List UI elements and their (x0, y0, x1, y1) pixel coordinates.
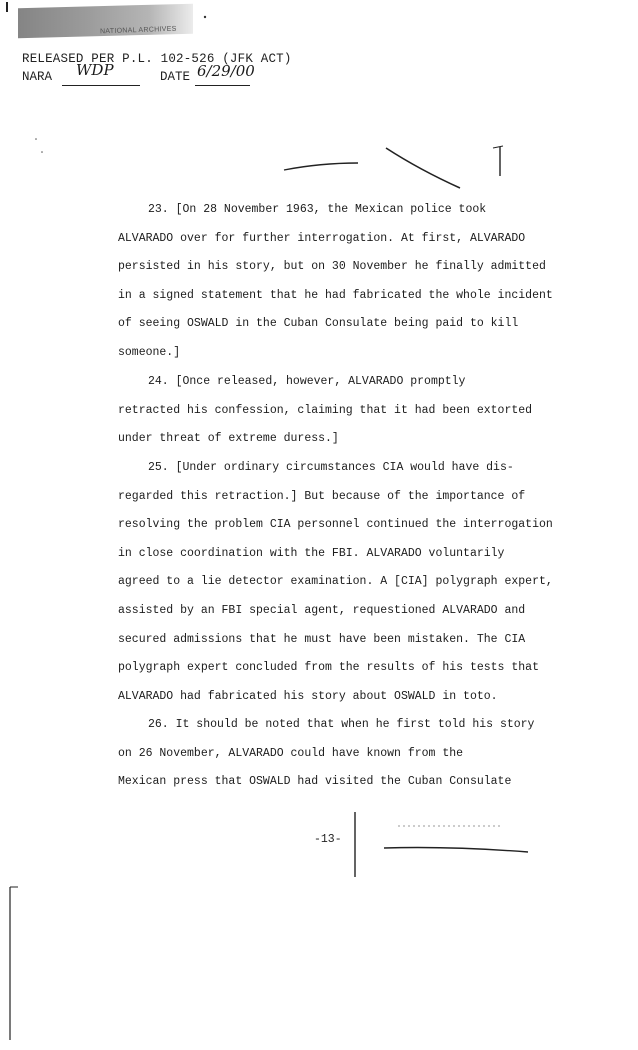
paragraph-line: assisted by an FBI special agent, requestioned ALVARADO and (118, 603, 526, 617)
paragraph-line: polygraph expert concluded from the results of his tests that (118, 661, 539, 675)
paragraph-line: on 26 November, ALVARADO could have known from the (118, 746, 464, 760)
paragraph-line: Mexican press that OSWALD had visited the Cuban Consulate (118, 775, 512, 789)
paragraph-line: in close coordination with the FBI. ALVARADO voluntarily (118, 546, 505, 560)
release-statement: RELEASED PER P.L. 102-526 (JFK ACT) (22, 52, 292, 66)
speck (204, 16, 206, 18)
paragraph-line: someone.] (118, 345, 181, 359)
date-underline (195, 85, 250, 86)
paragraph-25 (118, 454, 553, 711)
paragraph-line: 25. [Under ordinary circumstances CIA would have dis- (148, 461, 514, 474)
paragraph-line: regarded this retraction.] But because of the importance of (118, 489, 526, 503)
paragraph-line: agreed to a lie detector examination. A [CIA] polygraph expert, (118, 575, 553, 589)
paragraph-line: 26. It should be noted that when he first told his story (148, 718, 535, 731)
margin-line-horizontal (384, 848, 528, 853)
paragraph-line: ALVARADO over for further interrogation. At first, ALVARADO (118, 231, 526, 245)
archives-stamp-text: NATIONAL ARCHIVES (99, 25, 177, 36)
date-value (197, 62, 255, 81)
page-number: -13- (314, 833, 342, 846)
paragraph-line: persisted in his story, but on 30 November he finally admitted (118, 260, 546, 274)
paragraph-line: in a signed statement that he had fabricated the whole incident (118, 288, 553, 302)
paragraph-26 (118, 711, 535, 797)
nara-initials-text: WDP (76, 61, 114, 79)
paragraph-line: resolving the problem CIA personnel continued the interrogation (118, 518, 553, 532)
paragraph-line: 23. [On 28 November 1963, the Mexican police took (148, 203, 487, 216)
paragraph-line: retracted his confession, claiming that it had been extorted (118, 403, 533, 417)
date-value-text: 6/29/00 (197, 62, 255, 80)
nara-label: NARA (22, 70, 53, 84)
speck (35, 138, 37, 140)
scan-mark (6, 2, 8, 12)
paragraph-24 (118, 368, 533, 454)
date-label: DATE (160, 70, 191, 84)
nara-underline (62, 85, 140, 86)
pen-stroke-horizontal (284, 163, 358, 170)
nara-initials (76, 61, 136, 80)
pen-stroke-diagonal (386, 148, 460, 188)
paragraph-line: secured admissions that he must have been mistaken. The CIA (118, 632, 526, 646)
paragraph-line: ALVARADO had fabricated his story about OSWALD in toto. (118, 689, 498, 703)
paragraph-line: of seeing OSWALD in the Cuban Consulate being paid to kill (118, 317, 519, 331)
paragraph-line: 24. [Once released, however, ALVARADO promptly (148, 375, 466, 388)
paragraph-23 (118, 196, 553, 368)
paragraph-line: under threat of extreme duress.] (118, 432, 339, 446)
pen-stroke-tick (493, 146, 503, 148)
speck (41, 151, 43, 153)
